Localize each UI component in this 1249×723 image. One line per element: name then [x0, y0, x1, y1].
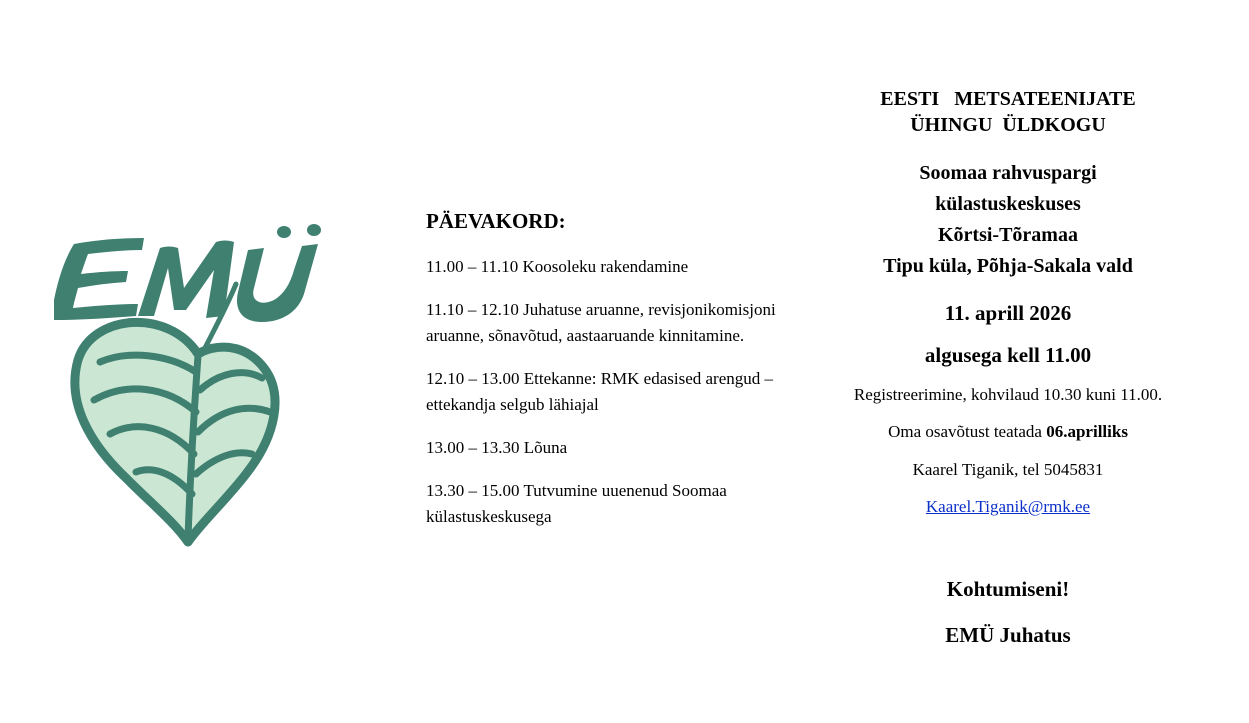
notify-text	[820, 421, 1196, 443]
start-time: algusega kell 11.00	[924, 343, 1092, 367]
email-row	[820, 496, 1196, 518]
venue-line: Soomaa rahvuspargi	[919, 162, 1097, 184]
emu-logo	[48, 222, 338, 547]
agenda-title: PÄEVAKORD:	[426, 209, 566, 233]
venue	[820, 158, 1196, 282]
organization-title	[820, 86, 1196, 138]
agenda-section	[426, 208, 806, 547]
venue-line: Tipu küla, Põhja-Sakala vald	[883, 255, 1133, 277]
venue-line: külastuskeskuses	[935, 193, 1081, 215]
leaf-logo-icon	[54, 224, 321, 542]
notify-prefix: Oma osavõtust teatada	[888, 422, 1047, 441]
venue-line: Kõrtsi-Tõramaa	[938, 224, 1078, 246]
agenda-item: 12.10 – 13.00 Ettekanne: RMK edasised arengud – ettekandja selgub lähiajal	[426, 369, 774, 414]
agenda-item: 13.00 – 13.30 Lõuna	[426, 438, 568, 457]
registration-text: Registreerimine, kohvilaud 10.30 kuni 11.00.	[853, 385, 1163, 404]
event-info	[820, 86, 1196, 648]
organization-line: EESTI METSATEENIJATE	[880, 88, 1136, 110]
organization-line: ÜHINGU ÜLDKOGU	[910, 114, 1106, 136]
agenda-item: 11.10 – 12.10 Juhatuse aruanne, revisjonikomisjoni aruanne, sõnavõtud, aastaaruande kinnitamine.	[426, 300, 776, 345]
closing-text: Kohtumiseni!	[946, 577, 1070, 601]
contact-text: Kaarel Tiganik, tel 5045831	[912, 460, 1104, 479]
agenda-item: 11.00 – 11.10 Koosoleku rakendamine	[426, 257, 689, 276]
agenda-item: 13.30 – 15.00 Tutvumine uuenenud Soomaa külastuskeskusega	[426, 481, 727, 526]
event-date: 11. aprill 2026	[944, 301, 1072, 325]
notify-deadline: 06.aprilliks	[1046, 422, 1128, 441]
signature: EMÜ Juhatus	[945, 623, 1071, 647]
email-link[interactable]: Kaarel.Tiganik@rmk.ee	[925, 497, 1091, 516]
